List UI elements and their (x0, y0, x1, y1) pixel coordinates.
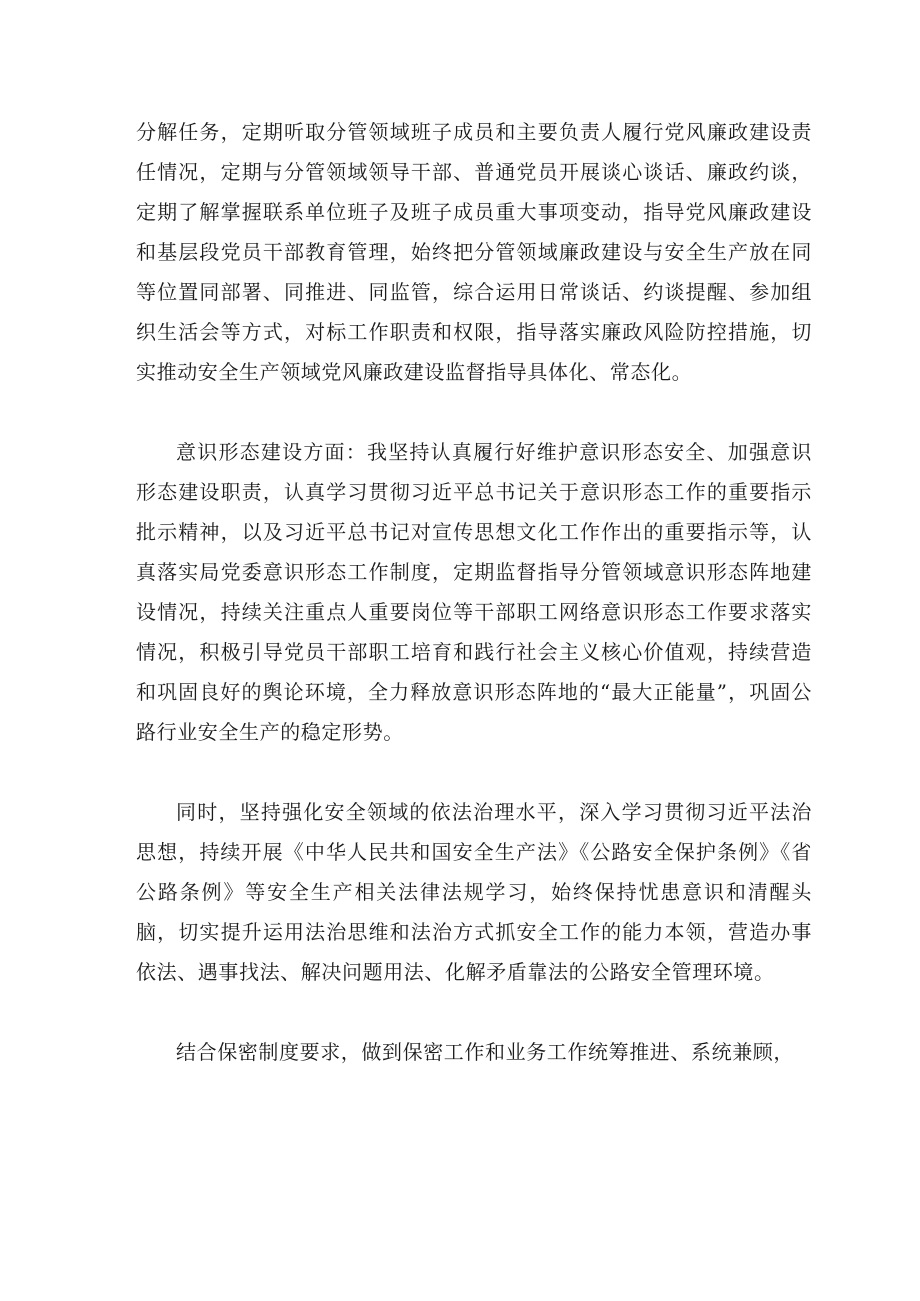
paragraph-rule-of-law: 同时，坚持强化安全领域的依法治理水平，深入学习贯彻习近平法治思想，持续开展《中华人民共和国安全生产法》《公路安全保护条例》《省公路条例》等安全生产相关法律法规学习，始终保持忧患意识和清醒头脑，切实提升运用法治思维和法治方式抓安全工作的能力本领，营造办事依法、遇事找法、解决问题用法、化解矛盾靠法的公路安全管理环境。 (136, 800, 812, 984)
paragraph-ideology: 意识形态建设方面：我坚持认真履行好维护意识形态安全、加强意识形态建设职责，认真学习贯彻习近平总书记关于意识形态工作的重要指示批示精神，以及习近平总书记对宣传思想文化工作作出的重要指示等，认真落实局党委意识形态工作制度，定期监督指导分管领域意识形态阵地建设情况，持续关注重点人重要岗位等干部职工网络意识形态工作要求落实情况，积极引导党员干部职工培育和践行社会主义核心价值观，持续营造和巩固良好的舆论环境，全力释放意识形态阵地的“最大正能量”，巩固公路行业安全生产的稳定形势。 (136, 440, 812, 744)
paragraph-party-conduct: 分解任务，定期听取分管领域班子成员和主要负责人履行党风廉政建设责任情况，定期与分管领域领导干部、普通党员开展谈心谈话、廉政约谈，定期了解掌握联系单位班子及班子成员重大事项变动，指导党风廉政建设和基层段党员干部教育管理，始终把分管领域廉政建设与安全生产放在同等位置同部署、同推进、同监管，综合运用日常谈话、约谈提醒、参加组织生活会等方式，对标工作职责和权限，指导落实廉政风险防控措施，切实推动安全生产领域党风廉政建设监督指导具体化、常态化。 (136, 120, 812, 384)
document-body (136, 112, 812, 1072)
paragraph-confidentiality: 结合保密制度要求，做到保密工作和业务工作统筹推进、系统兼顾， (176, 1040, 794, 1064)
